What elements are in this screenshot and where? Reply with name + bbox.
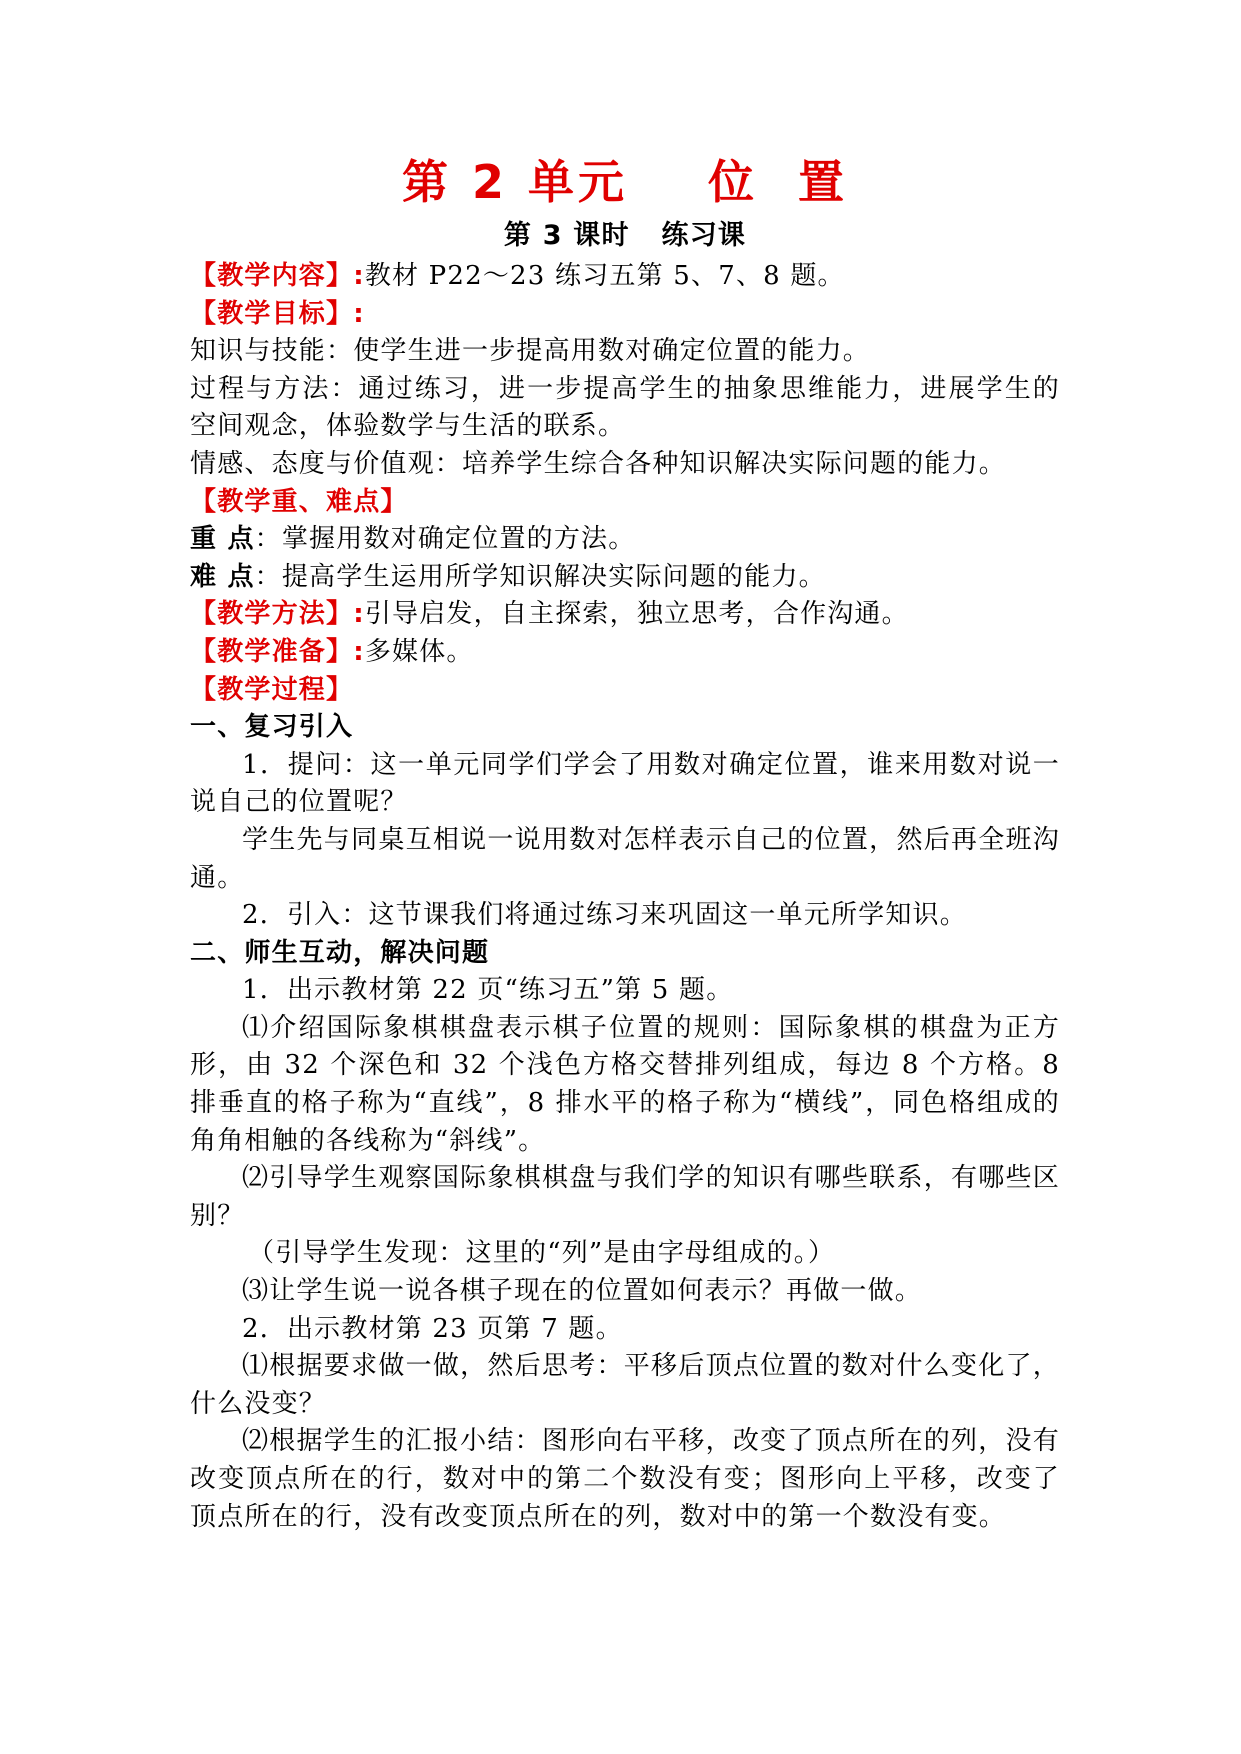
section2-paragraph: ⑴根据要求做一做，然后思考：平移后顶点位置的数对什么变化了，什么没变？: [190, 1351, 1060, 1419]
teaching-content: [190, 258, 1060, 296]
keypoints-label: 【教学重、难点】: [190, 486, 408, 517]
page-title: 第 2 单元 位 置: [401, 155, 849, 209]
method-label: 【教学方法】:: [190, 599, 365, 630]
section1-heading: 一、复习引入: [190, 712, 354, 743]
prep-label: 【教学准备】:: [190, 636, 365, 667]
section2-paragraph: （引导学生发现：这里的“列”是由字母组成的。）: [248, 1238, 836, 1269]
process-label: 【教学过程】: [190, 674, 354, 705]
section2-paragraph: 2．出示教材第 23 页第 7 题。: [242, 1313, 623, 1344]
section1-paragraph: 1．提问：这一单元同学们学会了用数对确定位置，谁来用数对说一说自己的位置呢？: [190, 749, 1060, 818]
goal-process: 过程与方法：通过练习，进一步提高学生的抽象思维能力，进展学生的空间观念，体验数学与生活的联系。: [190, 373, 1060, 442]
difficult-point-text: ：提高学生运用所学知识解决实际问题的能力。: [254, 561, 826, 592]
section2-paragraph: 1．出示教材第 22 页“练习五”第 5 题。: [242, 975, 734, 1006]
content-text: 教材 P22～23 练习五第 5、7、8 题。: [364, 261, 845, 291]
goals-label: 【教学目标】:: [190, 298, 365, 329]
key-point-text: ：掌握用数对确定位置的方法。: [254, 524, 636, 555]
section1-paragraph: 学生先与同桌互相说一说用数对怎样表示自己的位置，然后再全班沟通。: [190, 824, 1060, 893]
section2-paragraph: ⑶让学生说一说各棋子现在的位置如何表示？再做一做。: [242, 1276, 923, 1307]
difficult-point-label: 难 点: [190, 561, 255, 592]
content-label: 【教学内容】:: [190, 261, 365, 291]
goal-attitude: 情感、态度与价值观：培养学生综合各种知识解决实际问题的能力。: [190, 448, 1007, 479]
goal-knowledge: 知识与技能：使学生进一步提高用数对确定位置的能力。: [190, 336, 871, 367]
section2-paragraph: ⑴介绍国际象棋棋盘表示棋子位置的规则：国际象棋的棋盘为正方形，由 32 个深色和 32 个浅色方格交替排列组成，每边 8 个方格。8 排垂直的格子称为“直线”，8 排水平的格子称为“横线”，同色格组成的角角相触的各线称为“斜线”。: [190, 1012, 1060, 1156]
difficult-point: [190, 559, 1060, 597]
teaching-prep: [190, 634, 1060, 672]
section2-paragraph: ⑵根据学生的汇报小结：图形向右平移，改变了顶点所在的列，没有改变顶点所在的行，数对中的第二个数没有变；图形向上平移，改变了顶点所在的行，没有改变顶点所在的列，数对中的第一个数没有变。: [190, 1426, 1060, 1532]
prep-text: 多媒体。: [364, 636, 474, 667]
document-page: [190, 150, 1060, 1536]
lesson-subtitle: 第 3 课时 练习课: [503, 220, 747, 251]
key-point-label: 重 点: [190, 524, 255, 555]
section2-heading: 二、师生互动，解决问题: [190, 937, 490, 968]
key-point: [190, 521, 1060, 559]
section1-paragraph: 2．引入：这节课我们将通过练习来巩固这一单元所学知识。: [242, 900, 967, 931]
section2-paragraph: ⑵引导学生观察国际象棋棋盘与我们学的知识有哪些联系，有哪些区别？: [190, 1163, 1060, 1231]
method-text: 引导启发，自主探索，独立思考，合作沟通。: [364, 599, 909, 630]
teaching-method: [190, 596, 1060, 634]
